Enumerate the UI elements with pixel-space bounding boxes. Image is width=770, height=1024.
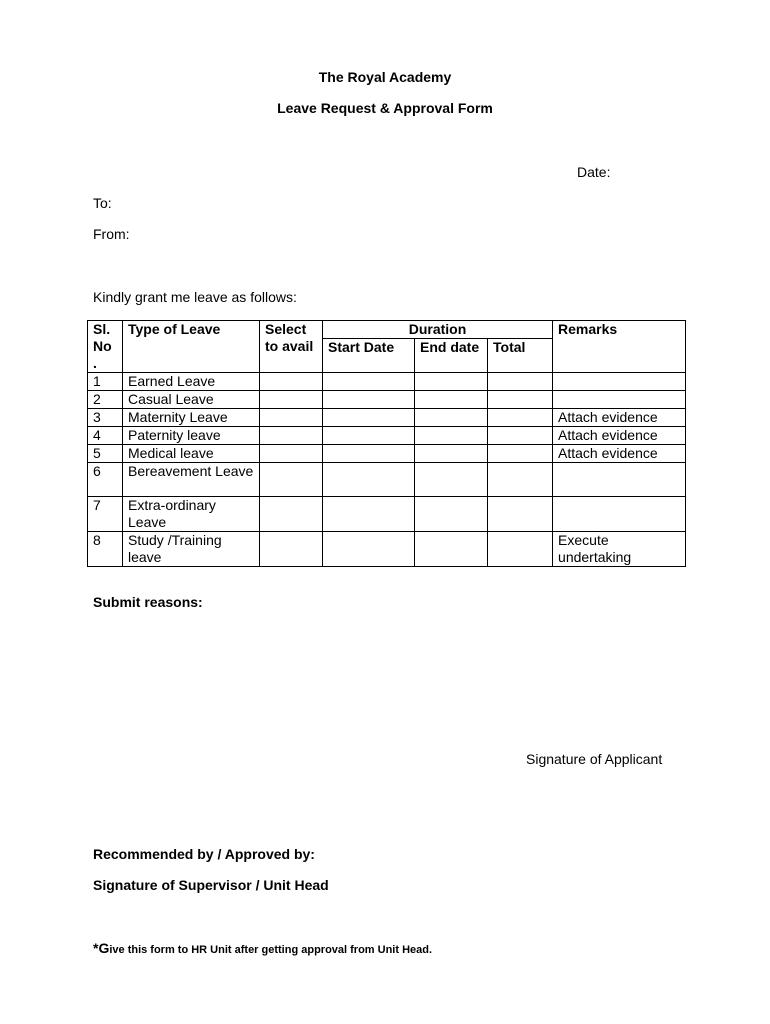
row-select-cell[interactable] bbox=[260, 532, 323, 567]
row-leave-type: Casual Leave bbox=[123, 391, 260, 409]
row-end-date-cell[interactable] bbox=[415, 463, 488, 497]
row-select-cell[interactable] bbox=[260, 391, 323, 409]
row-total-cell[interactable] bbox=[488, 373, 553, 391]
row-leave-type: Study /Training leave bbox=[123, 532, 260, 567]
row-start-date-cell[interactable] bbox=[323, 409, 415, 427]
row-sl-no: 2 bbox=[88, 391, 123, 409]
header-type-of-leave: Type of Leave bbox=[123, 321, 260, 373]
row-select-cell[interactable] bbox=[260, 427, 323, 445]
row-start-date-cell[interactable] bbox=[323, 391, 415, 409]
row-end-date-cell[interactable] bbox=[415, 532, 488, 567]
signature-of-applicant: Signature of Applicant bbox=[526, 751, 663, 767]
table-row bbox=[88, 497, 686, 532]
row-select-cell[interactable] bbox=[260, 445, 323, 463]
row-sl-no: 8 bbox=[88, 532, 123, 567]
row-end-date-cell[interactable] bbox=[415, 445, 488, 463]
row-start-date-cell[interactable] bbox=[323, 497, 415, 532]
table-row bbox=[88, 409, 686, 427]
row-leave-type: Paternity leave bbox=[123, 427, 260, 445]
row-leave-type: Maternity Leave bbox=[123, 409, 260, 427]
header-end-date: End date bbox=[415, 339, 488, 373]
row-leave-type: Earned Leave bbox=[123, 373, 260, 391]
recommended-approved-label: Recommended by / Approved by: bbox=[93, 846, 315, 862]
row-sl-no: 7 bbox=[88, 497, 123, 532]
row-total-cell[interactable] bbox=[488, 445, 553, 463]
row-select-cell[interactable] bbox=[260, 373, 323, 391]
row-total-cell[interactable] bbox=[488, 427, 553, 445]
table-row bbox=[88, 532, 686, 567]
footnote-text: ive this form to HR Unit after getting approval from Unit Head. bbox=[109, 944, 433, 956]
row-sl-no: 4 bbox=[88, 427, 123, 445]
row-sl-no: 6 bbox=[88, 463, 123, 497]
row-total-cell[interactable] bbox=[488, 532, 553, 567]
institution-name: The Royal Academy bbox=[318, 69, 452, 85]
row-leave-type: Medical leave bbox=[123, 445, 260, 463]
footnote bbox=[93, 940, 432, 956]
row-total-cell[interactable] bbox=[488, 463, 553, 497]
row-start-date-cell[interactable] bbox=[323, 427, 415, 445]
table-row bbox=[88, 427, 686, 445]
row-end-date-cell[interactable] bbox=[415, 497, 488, 532]
form-title: Leave Request & Approval Form bbox=[277, 100, 493, 116]
header-total: Total bbox=[488, 339, 553, 373]
header-remarks: Remarks bbox=[553, 321, 686, 373]
row-leave-type: Extra-ordinary Leave bbox=[123, 497, 260, 532]
row-end-date-cell[interactable] bbox=[415, 391, 488, 409]
row-sl-no: 3 bbox=[88, 409, 123, 427]
row-remarks bbox=[553, 497, 686, 532]
row-end-date-cell[interactable] bbox=[415, 409, 488, 427]
header-start-date: Start Date bbox=[323, 339, 415, 373]
header-select-to-avail: Select to avail bbox=[260, 321, 323, 373]
row-leave-type: Bereavement Leave bbox=[123, 463, 260, 497]
row-start-date-cell[interactable] bbox=[323, 445, 415, 463]
row-sl-no: 5 bbox=[88, 445, 123, 463]
row-start-date-cell[interactable] bbox=[323, 463, 415, 497]
submit-reasons-label: Submit reasons: bbox=[93, 594, 203, 610]
row-remarks bbox=[553, 463, 686, 497]
row-remarks: Execute undertaking bbox=[553, 532, 686, 567]
row-start-date-cell[interactable] bbox=[323, 532, 415, 567]
row-total-cell[interactable] bbox=[488, 391, 553, 409]
table-row bbox=[88, 391, 686, 409]
row-remarks bbox=[553, 391, 686, 409]
row-remarks: Attach evidence bbox=[553, 409, 686, 427]
date-label: Date: bbox=[577, 164, 611, 180]
from-label: From: bbox=[93, 226, 130, 242]
row-total-cell[interactable] bbox=[488, 497, 553, 532]
table-row bbox=[88, 445, 686, 463]
header-sl-no: Sl. No . bbox=[88, 321, 123, 373]
row-select-cell[interactable] bbox=[260, 409, 323, 427]
header-duration: Duration bbox=[323, 321, 553, 339]
row-remarks: Attach evidence bbox=[553, 427, 686, 445]
row-total-cell[interactable] bbox=[488, 409, 553, 427]
footnote-prefix: *G bbox=[93, 940, 110, 956]
intro-text: Kindly grant me leave as follows: bbox=[93, 289, 297, 305]
row-end-date-cell[interactable] bbox=[415, 427, 488, 445]
supervisor-signature-label: Signature of Supervisor / Unit Head bbox=[93, 877, 329, 893]
table-row bbox=[88, 463, 686, 497]
row-remarks bbox=[553, 373, 686, 391]
row-remarks: Attach evidence bbox=[553, 445, 686, 463]
leave-table bbox=[87, 320, 686, 567]
row-sl-no: 1 bbox=[88, 373, 123, 391]
row-select-cell[interactable] bbox=[260, 463, 323, 497]
table-row bbox=[88, 373, 686, 391]
to-label: To: bbox=[93, 195, 112, 211]
row-start-date-cell[interactable] bbox=[323, 373, 415, 391]
row-select-cell[interactable] bbox=[260, 497, 323, 532]
row-end-date-cell[interactable] bbox=[415, 373, 488, 391]
